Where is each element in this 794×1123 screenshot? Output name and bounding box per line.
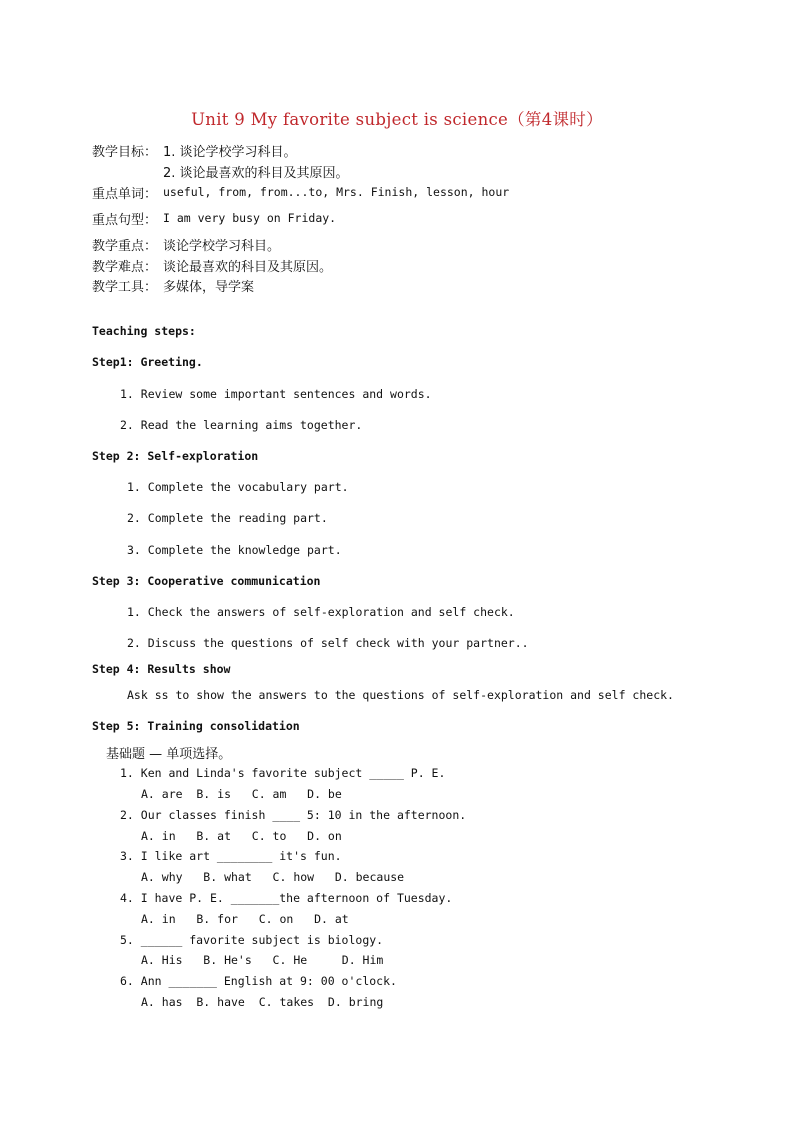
document-title: Unit 9 My favorite subject is science（第4课时） <box>191 110 603 129</box>
focus-text: 谈论学校学习科目。 <box>163 239 281 254</box>
pattern-text: I am very busy on Friday. <box>163 211 337 225</box>
question-text: 3. I like art ________ it's fun. <box>120 849 342 863</box>
vocab-text: useful, from, from...to, Mrs. Finish, lesson, hour <box>163 185 510 199</box>
step2-item: 3. Complete the knowledge part. <box>127 543 342 557</box>
step3-title: Step 3: Cooperative communication <box>92 574 321 588</box>
question-options: A. has B. have C. takes D. bring <box>141 995 384 1009</box>
step2-title: Step 2: Self-exploration <box>92 449 259 463</box>
question-options: A. in B. for C. on D. at <box>141 912 349 926</box>
difficulty-text: 谈论最喜欢的科目及其原因。 <box>163 260 333 275</box>
step1-title: Step1: Greeting. <box>92 355 203 369</box>
question-text: 4. I have P. E. _______the afternoon of Tuesday. <box>120 891 453 905</box>
tools-label: 教学工具： <box>92 280 158 295</box>
question-options: A. are B. is C. am D. be <box>141 787 342 801</box>
step1-item: 1. Review some important sentences and words. <box>120 387 432 401</box>
objectives-label: 教学目标： <box>92 145 158 160</box>
step4-title: Step 4: Results show <box>92 662 231 676</box>
step5-title: Step 5: Training consolidation <box>92 719 300 733</box>
step2-item: 1. Complete the vocabulary part. <box>127 480 349 494</box>
question-text: 5. ______ favorite subject is biology. <box>120 933 384 947</box>
question-text: 1. Ken and Linda's favorite subject _____ P. E. <box>120 766 446 780</box>
difficulty-label: 教学难点： <box>92 260 158 275</box>
step4-text: Ask ss to show the answers to the questions of self-exploration and self check. <box>127 688 674 702</box>
question-options: A. in B. at C. to D. on <box>141 829 342 843</box>
step3-item: 1. Check the answers of self-exploration and self check. <box>127 605 515 619</box>
vocab-label: 重点单词： <box>92 187 158 202</box>
focus-label: 教学重点： <box>92 239 158 254</box>
question-options: A. why B. what C. how D. because <box>141 870 405 884</box>
objective-1: 1. 谈论学校学习科目。 <box>163 145 297 160</box>
tools-text: 多媒体，导学案 <box>163 280 255 295</box>
objective-2: 2. 谈论最喜欢的科目及其原因。 <box>163 166 349 181</box>
question-text: 2. Our classes finish ____ 5: 10 in the afternoon. <box>120 808 467 822</box>
steps-heading: Teaching steps: <box>92 324 196 338</box>
question-text: 6. Ann _______ English at 9: 00 o'clock. <box>120 974 397 988</box>
question-options: A. His B. He's C. He D. Him <box>141 953 384 967</box>
step2-item: 2. Complete the reading part. <box>127 511 328 525</box>
step3-item: 2. Discuss the questions of self check with your partner.. <box>127 636 529 650</box>
step1-item: 2. Read the learning aims together. <box>120 418 363 432</box>
pattern-label: 重点句型： <box>92 213 158 228</box>
step5-subheading: 基础题 — 单项选择。 <box>106 747 232 762</box>
